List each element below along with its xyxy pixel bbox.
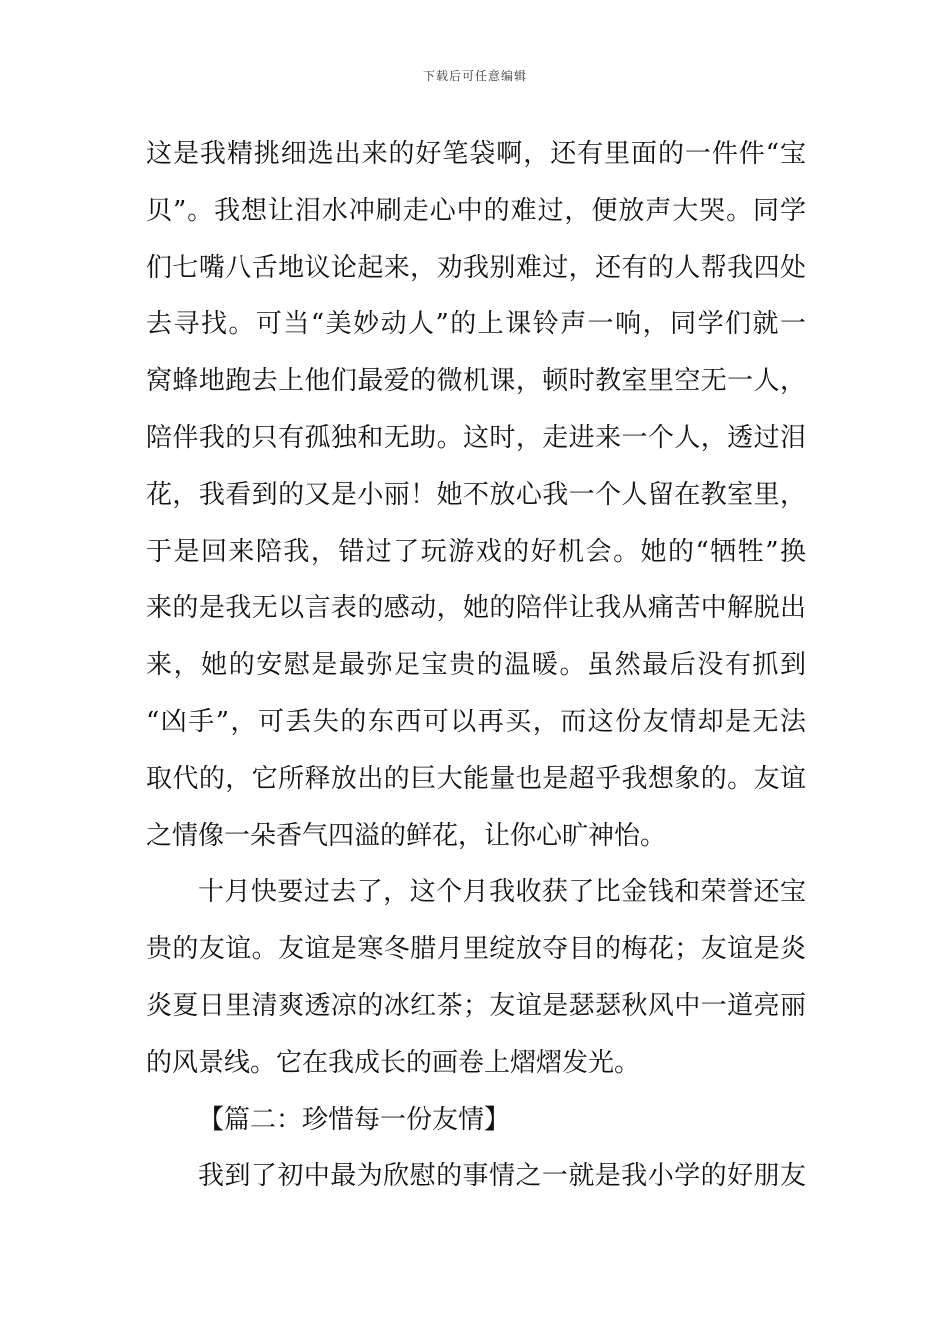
text-line: “凶手”，可丢失的东西可以再买，而这份友情却是无法 — [146, 706, 806, 737]
page-header: 下载后可任意编辑 — [422, 69, 527, 83]
text-line: 来的是我无以言表的感动，她的陪伴让我从痛苦中解脱出 — [146, 593, 806, 624]
text-line: 取代的，它所释放出的巨大能量也是超乎我想象的。友谊 — [146, 763, 806, 794]
text-line: 炎夏日里清爽透凉的冰红茶；友谊是瑟瑟秋风中一道亮丽 — [146, 990, 806, 1021]
document-body — [146, 126, 806, 1205]
text-line: 贝”。我想让泪水冲刷走心中的难过，便放声大哭。同学 — [146, 195, 806, 226]
text-line: 们七嘴八舌地议论起来，劝我别难过，还有的人帮我四处 — [146, 252, 806, 283]
text-line: 窝蜂地跑去上他们最爱的微机课，顿时教室里空无一人， — [146, 366, 806, 397]
text-line: 花，我看到的又是小丽！她不放心我一个人留在教室里， — [146, 479, 806, 510]
text-line: 去寻找。可当“美妙动人”的上课铃声一响，同学们就一 — [146, 309, 806, 340]
text-line: 于是回来陪我，错过了玩游戏的好机会。她的“牺牲”换 — [146, 536, 806, 567]
text-line: 贵的友谊。友谊是寒冬腊月里绽放夺目的梅花；友谊是炎 — [146, 934, 806, 965]
paragraph-first-line: 我到了初中最为欣慰的事情之一就是我小学的好朋友 — [198, 1161, 806, 1192]
section-heading: 【篇二：珍惜每一份友情】 — [198, 1104, 511, 1135]
text-line: 的风景线。它在我成长的画卷上熠熠发光。 — [146, 1047, 641, 1078]
paragraph-first-line: 十月快要过去了，这个月我收获了比金钱和荣誉还宝 — [198, 877, 806, 908]
text-line: 来，她的安慰是最弥足宝贵的温暖。虽然最后没有抓到 — [146, 650, 806, 681]
text-line: 这是我精挑细选出来的好笔袋啊，还有里面的一件件“宝 — [146, 139, 806, 169]
text-line: 之情像一朵香气四溢的鲜花，让你心旷神怡。 — [146, 820, 667, 851]
text-line: 陪伴我的只有孤独和无助。这时，走进来一个人，透过泪 — [146, 422, 806, 453]
